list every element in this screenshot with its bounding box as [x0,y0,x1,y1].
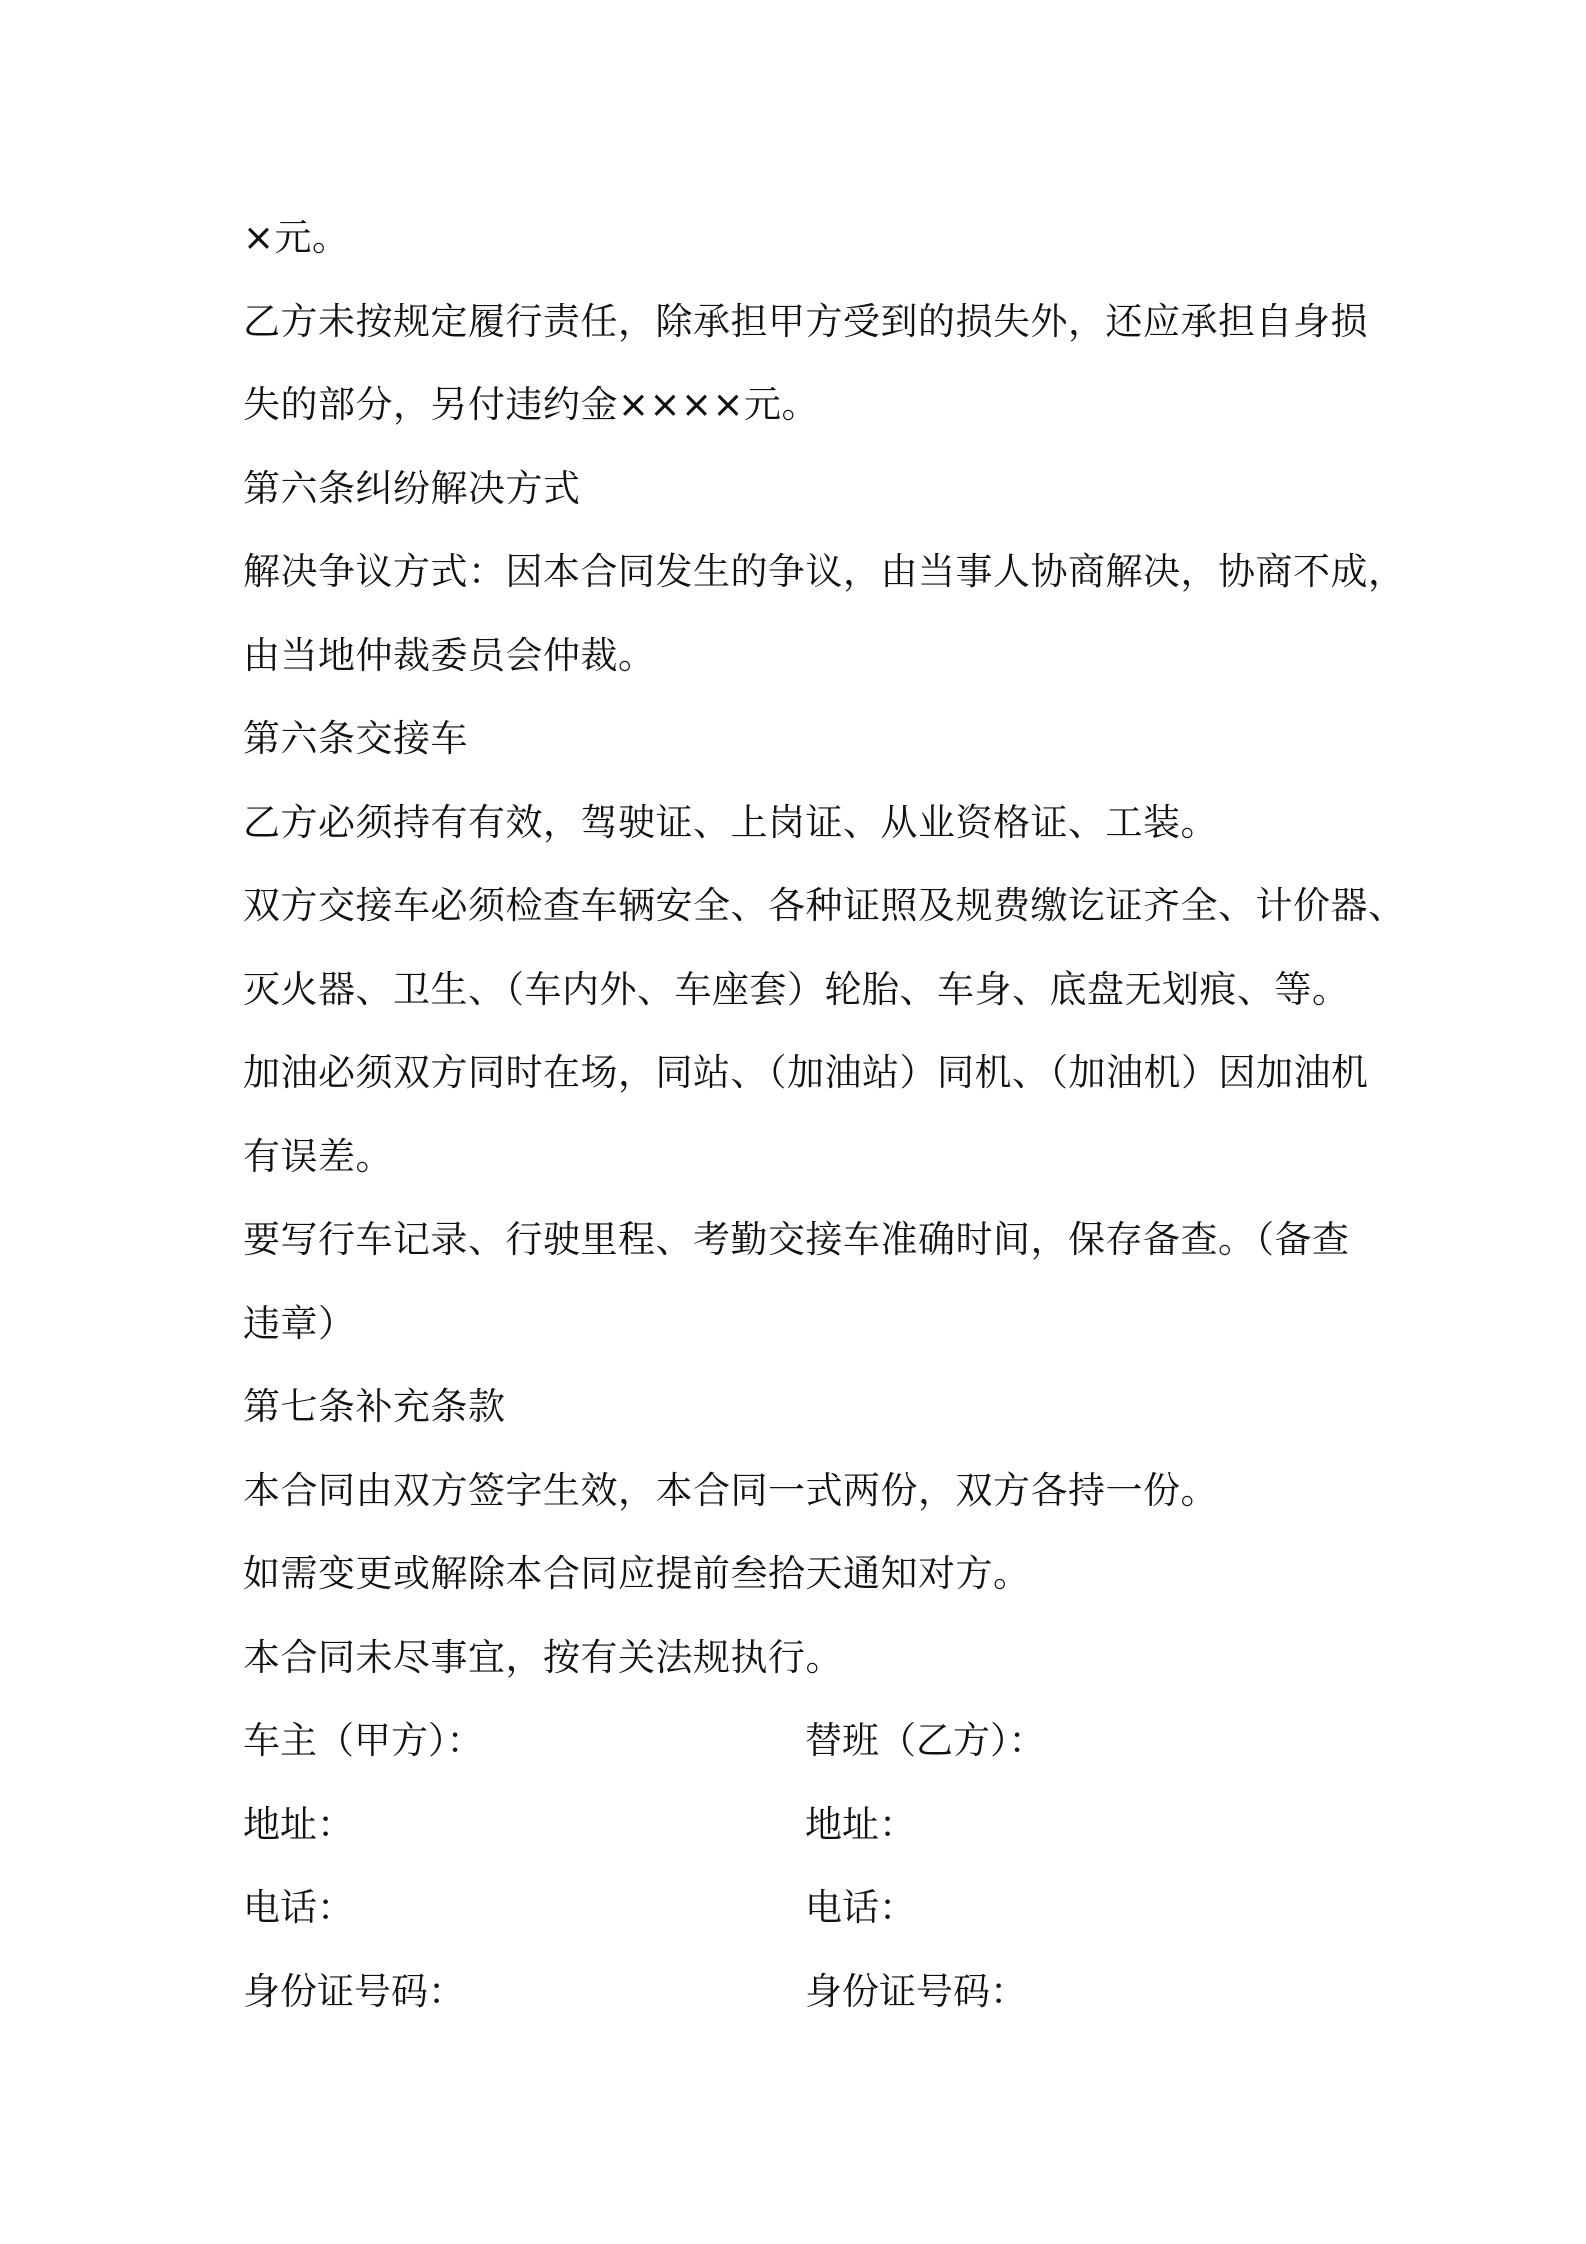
owner-address-label: 地址： [243,1802,354,1846]
text-line: 乙方未按规定履行责任，除承担甲方受到的损失外，还应承担自身损 [243,299,1368,343]
text-line: 失的部分，另付违约金××××元。 [243,383,820,426]
text-line: 灭火器、卫生、（车内外、车座套）轮胎、车身、底盘无划痕、等。 [243,967,1350,1011]
section-heading: 第七条补充条款 [243,1385,506,1428]
text-line: 加油必须双方同时在场，同站、（加油站）同机、（加油机）因加油机 [243,1051,1369,1094]
text-line: 本合同未尽事宜，按有关法规执行。 [243,1635,843,1679]
text-line: ×元。 [243,216,350,259]
substitute-address-label: 地址： [805,1802,916,1846]
substitute-phone-label: 电话： [805,1886,916,1929]
owner-party-label: 车主（甲方）： [243,1719,484,1762]
text-line: 乙方必须持有有效，驾驶证、上岗证、从业资格证、工装。 [243,800,1218,844]
text-line: 本合同由双方签字生效，本合同一式两份，双方各持一份。 [243,1468,1218,1512]
text-line: 解决争议方式：因本合同发生的争议，由当事人协商解决，协商不成， [243,550,1406,593]
signature-row-address [243,1783,1363,1867]
substitute-id-label: 身份证号码： [805,1969,1027,2013]
text-line: 双方交接车必须检查车辆安全、各种证照及规费缴讫证齐全、计价器、 [243,884,1406,927]
signature-row-phone [243,1866,1363,1950]
substitute-party-label: 替班（乙方）： [805,1719,1046,1762]
section-heading: 第六条交接车 [243,717,468,760]
text-line: 如需变更或解除本合同应提前叁拾天通知对方。 [243,1552,1031,1595]
signature-row-id [243,1950,1363,2034]
text-line: 由当地仲裁委员会仲裁。 [243,633,656,677]
document-page [243,196,1406,2033]
signature-row-party [243,1699,1363,1783]
owner-phone-label: 电话： [243,1886,354,1929]
section-heading: 第六条纠纷解决方式 [243,466,581,510]
text-line: 要写行车记录、行驶里程、考勤交接车准确时间，保存备查。（备查 [243,1218,1350,1261]
text-line: 有误差。 [243,1134,393,1178]
text-line: 违章） [243,1301,356,1345]
owner-id-label: 身份证号码： [243,1969,465,2013]
